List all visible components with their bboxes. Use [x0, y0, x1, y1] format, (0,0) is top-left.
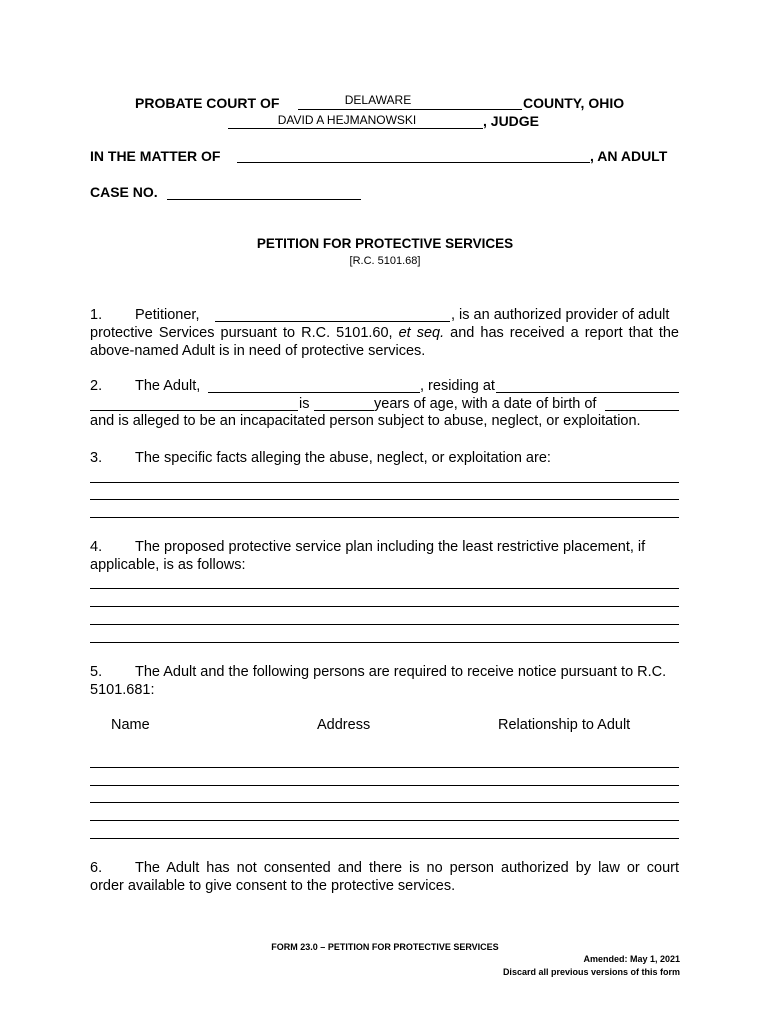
form-title: FORM 23.0 – PETITION FOR PROTECTIVE SERVICES [271, 942, 499, 952]
column-header-relationship: Relationship to Adult [498, 717, 631, 733]
para6-text: The Adult has not consented and there is no person authorized by law or court [135, 860, 679, 876]
para4-line2: applicable, is as follows: [90, 557, 246, 573]
residence-field-line2[interactable] [90, 395, 298, 411]
matter-suffix: , AN ADULT [590, 148, 668, 164]
plan-line-4[interactable] [90, 642, 679, 643]
page-title: PETITION FOR PROTECTIVE SERVICES [256, 236, 514, 251]
para1-line2-post: and has received a report that the [450, 325, 679, 341]
judge-value: DAVID A HEJMANOWSKI [277, 113, 417, 127]
column-header-address: Address [317, 717, 371, 733]
para2-line3: and is alleged to be an incapacitated person subject to abuse, neglect, or exploitation. [90, 413, 641, 429]
notice-line-1[interactable] [90, 767, 679, 768]
para5-text: The Adult and the following persons are required to receive notice pursuant to R.C. [135, 664, 667, 680]
para1-line2 [90, 324, 679, 342]
dob-field[interactable] [605, 395, 679, 411]
para1-lead: Petitioner, [135, 307, 200, 323]
para1-number: 1. [90, 307, 103, 323]
petitioner-field[interactable] [215, 306, 450, 322]
para6-number: 6. [90, 860, 103, 876]
adult-name-field[interactable] [208, 377, 420, 393]
para2-number: 2. [90, 378, 103, 394]
para5-number: 5. [90, 664, 103, 680]
notice-line-2[interactable] [90, 785, 679, 786]
plan-line-2[interactable] [90, 606, 679, 607]
statute-citation: [R.C. 5101.68] [349, 255, 421, 267]
para2-is: is [299, 396, 310, 412]
judge-suffix: , JUDGE [483, 113, 540, 129]
age-field[interactable] [314, 395, 374, 411]
notice-line-5[interactable] [90, 838, 679, 839]
para6-line2: order available to give consent to the protective services. [90, 878, 456, 894]
court-prefix: PROBATE COURT OF [135, 95, 280, 111]
plan-line-1[interactable] [90, 588, 679, 589]
para2-residing: , residing at [420, 378, 495, 394]
para5-line2: 5101.681: [90, 682, 155, 698]
para1-tail: , is an authorized provider of adult [451, 307, 670, 323]
para4-text: The proposed protective service plan including the least restrictive placement, if [135, 539, 646, 555]
case-label: CASE NO. [90, 184, 158, 200]
county-value: DELAWARE [344, 93, 412, 107]
para2-years: years of age, with a date of birth of [374, 396, 597, 412]
para1-line2-italic: et seq. [398, 325, 445, 341]
para4-number: 4. [90, 539, 103, 555]
column-header-name: Name [111, 717, 150, 733]
facts-line-2[interactable] [90, 499, 679, 500]
para1-line3: above-named Adult is in need of protective services. [90, 343, 426, 359]
discard-notice: Discard all previous versions of this form [502, 967, 680, 977]
para3-text: The specific facts alleging the abuse, neglect, or exploitation are: [135, 450, 551, 466]
notice-line-3[interactable] [90, 802, 679, 803]
matter-prefix: IN THE MATTER OF [90, 148, 221, 164]
amended-date: Amended: May 1, 2021 [583, 954, 680, 964]
para2-lead: The Adult, [135, 378, 201, 394]
matter-name-field[interactable] [237, 148, 590, 163]
case-number-field[interactable] [167, 184, 361, 200]
para1-line2-pre: protective Services pursuant to R.C. 5101.60, [90, 325, 393, 341]
residence-field[interactable] [496, 377, 679, 393]
notice-line-4[interactable] [90, 820, 679, 821]
para3-number: 3. [90, 450, 103, 466]
plan-line-3[interactable] [90, 624, 679, 625]
facts-line-3[interactable] [90, 517, 679, 518]
facts-line-1[interactable] [90, 482, 679, 483]
court-suffix: COUNTY, OHIO [523, 95, 625, 111]
